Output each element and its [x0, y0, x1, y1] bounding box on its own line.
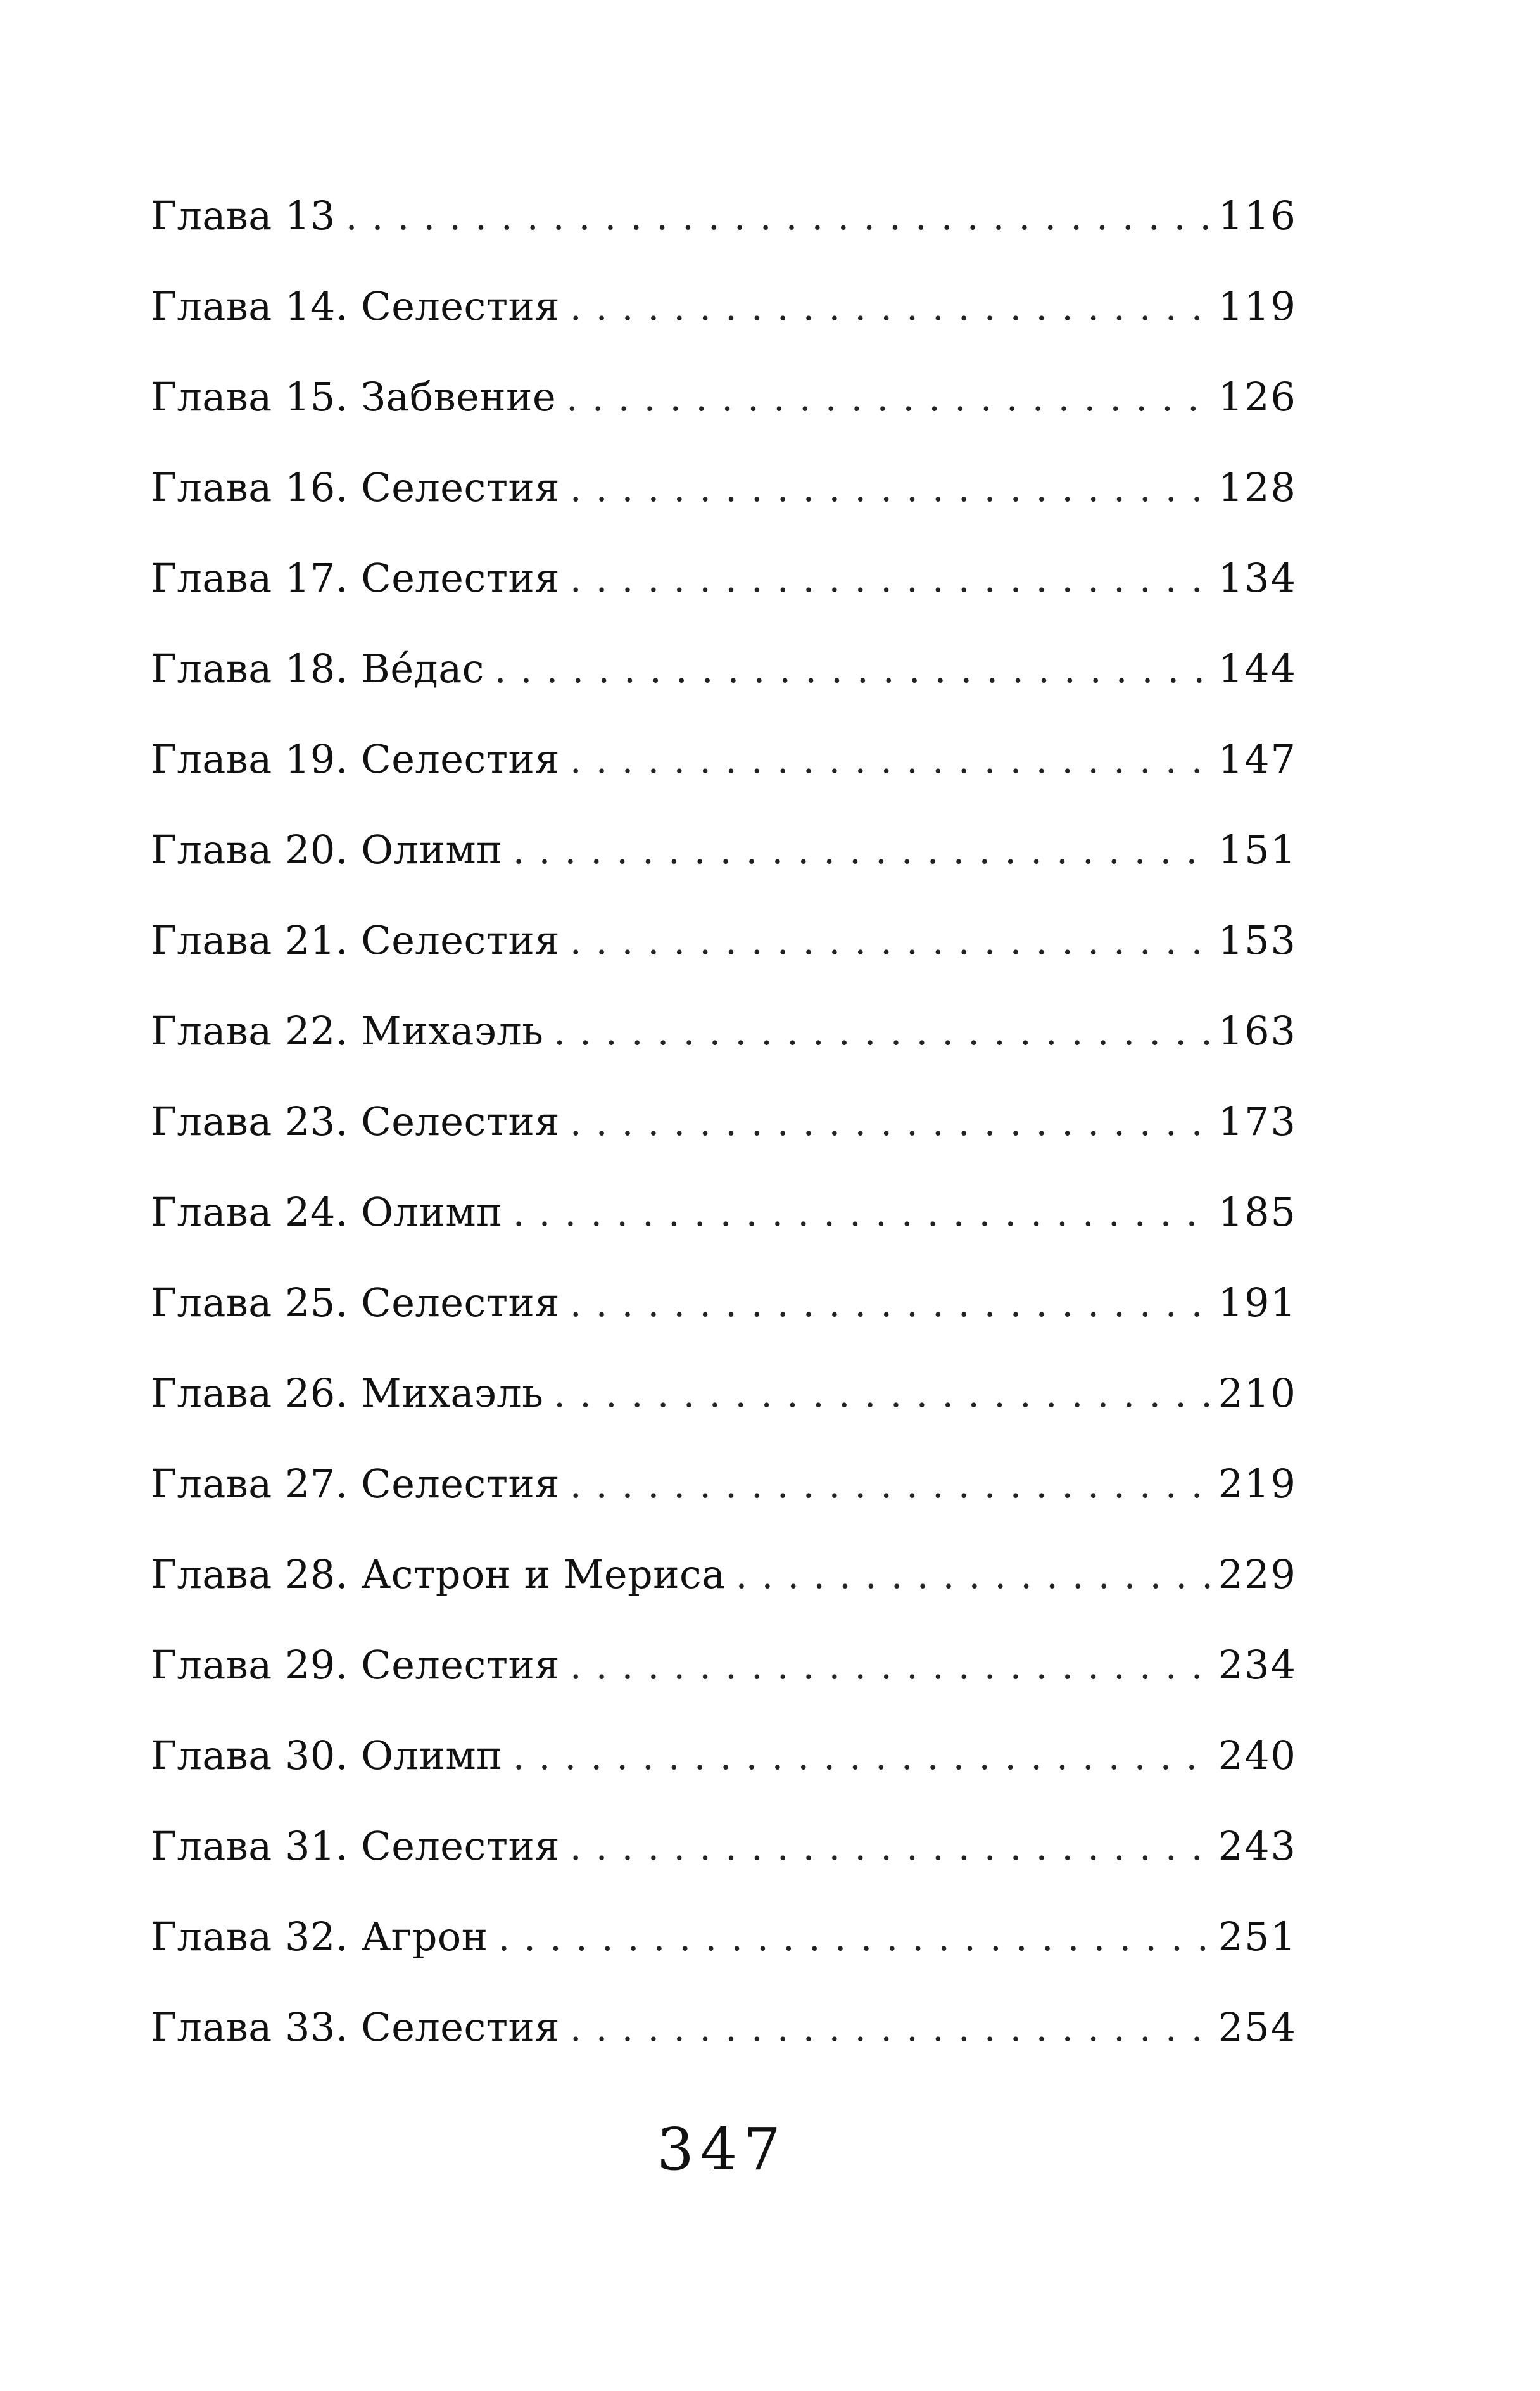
toc-dot-leader — [570, 1812, 1213, 1882]
toc-dot-leader — [570, 272, 1213, 342]
toc-entry — [151, 996, 1297, 1087]
toc-entry-page: 126 — [1213, 362, 1297, 432]
toc-entry — [151, 906, 1297, 996]
toc-entry-title: Глава 33. Селестия — [151, 1993, 570, 2062]
toc-entry — [151, 1721, 1297, 1811]
toc-entry — [151, 453, 1297, 543]
toc-entry-title: Глава 22. Михаэль — [151, 996, 553, 1066]
toc-entry-title: Глава 21. Селестия — [151, 906, 570, 975]
toc-entry-page: 173 — [1213, 1087, 1297, 1157]
table-of-contents — [151, 181, 1297, 2083]
toc-entry-title: Глава 14. Селестия — [151, 272, 570, 341]
toc-entry — [151, 725, 1297, 815]
toc-entry — [151, 815, 1297, 906]
toc-dot-leader — [513, 1178, 1213, 1248]
toc-dot-leader — [553, 1359, 1213, 1429]
toc-entry-page: 234 — [1213, 1630, 1297, 1700]
toc-entry-title: Глава 28. Астрон и Мериса — [151, 1540, 736, 1609]
toc-entry-page: 191 — [1213, 1268, 1297, 1338]
toc-entry — [151, 634, 1297, 725]
toc-dot-leader — [513, 1722, 1213, 1791]
toc-entry — [151, 1268, 1297, 1359]
toc-entry-page: 251 — [1213, 1902, 1297, 1972]
toc-entry — [151, 1540, 1297, 1630]
toc-entry-title: Глава 13 — [151, 181, 346, 251]
toc-entry — [151, 1087, 1297, 1177]
toc-entry-title: Глава 18. Ве́дас — [151, 634, 495, 704]
toc-entry — [151, 1359, 1297, 1449]
toc-entry-title: Глава 24. Олимп — [151, 1177, 513, 1247]
toc-entry — [151, 1993, 1297, 2083]
toc-entry-page: 116 — [1213, 181, 1297, 251]
toc-dot-leader — [570, 906, 1213, 976]
toc-dot-leader — [570, 1631, 1213, 1701]
toc-entry-page: 243 — [1213, 1811, 1297, 1881]
toc-dot-leader — [736, 1540, 1213, 1610]
toc-entry-title: Глава 15. Забвение — [151, 362, 566, 432]
toc-entry — [151, 1811, 1297, 1902]
toc-dot-leader — [553, 997, 1213, 1067]
toc-entry — [151, 362, 1297, 453]
toc-entry-page: 185 — [1213, 1177, 1297, 1247]
toc-entry-page: 144 — [1213, 634, 1297, 704]
toc-entry-title: Глава 29. Селестия — [151, 1630, 570, 1700]
toc-dot-leader — [570, 453, 1213, 523]
toc-dot-leader — [570, 1088, 1213, 1157]
toc-entry-title: Глава 32. Агрон — [151, 1902, 498, 1972]
toc-entry — [151, 181, 1297, 272]
toc-entry-page: 134 — [1213, 543, 1297, 613]
toc-dot-leader — [346, 182, 1213, 251]
toc-dot-leader — [570, 725, 1213, 795]
toc-entry-title: Глава 17. Селестия — [151, 543, 570, 613]
toc-entry-page: 151 — [1213, 815, 1297, 885]
toc-entry — [151, 1177, 1297, 1268]
toc-entry — [151, 272, 1297, 362]
toc-dot-leader — [570, 1450, 1213, 1519]
toc-entry-title: Глава 27. Селестия — [151, 1449, 570, 1519]
toc-entry-page: 229 — [1213, 1540, 1297, 1609]
toc-entry — [151, 543, 1297, 634]
toc-dot-leader — [570, 1269, 1213, 1338]
toc-entry-title: Глава 31. Селестия — [151, 1811, 570, 1881]
toc-entry — [151, 1630, 1297, 1721]
toc-dot-leader — [498, 1903, 1213, 1972]
toc-entry-page: 163 — [1213, 996, 1297, 1066]
page-number: 347 — [657, 2115, 787, 2183]
toc-entry-title: Глава 26. Михаэль — [151, 1359, 553, 1428]
toc-entry-title: Глава 16. Селестия — [151, 453, 570, 523]
toc-entry — [151, 1902, 1297, 1993]
toc-dot-leader — [570, 1993, 1213, 2063]
toc-entry-page: 254 — [1213, 1993, 1297, 2062]
toc-dot-leader — [566, 363, 1213, 433]
toc-entry-page: 128 — [1213, 453, 1297, 523]
toc-entry-title: Глава 23. Селестия — [151, 1087, 570, 1157]
toc-entry-title: Глава 20. Олимп — [151, 815, 513, 885]
toc-entry-page: 119 — [1213, 272, 1297, 341]
toc-entry-page: 147 — [1213, 725, 1297, 794]
toc-dot-leader — [570, 544, 1213, 614]
toc-dot-leader — [513, 816, 1213, 885]
toc-entry-page: 153 — [1213, 906, 1297, 975]
toc-entry-page: 210 — [1213, 1359, 1297, 1428]
toc-entry-title: Глава 25. Селестия — [151, 1268, 570, 1338]
toc-entry — [151, 1449, 1297, 1540]
toc-entry-title: Глава 30. Олимп — [151, 1721, 513, 1791]
toc-entry-page: 240 — [1213, 1721, 1297, 1791]
toc-entry-title: Глава 19. Селестия — [151, 725, 570, 794]
toc-dot-leader — [495, 635, 1213, 704]
toc-entry-page: 219 — [1213, 1449, 1297, 1519]
